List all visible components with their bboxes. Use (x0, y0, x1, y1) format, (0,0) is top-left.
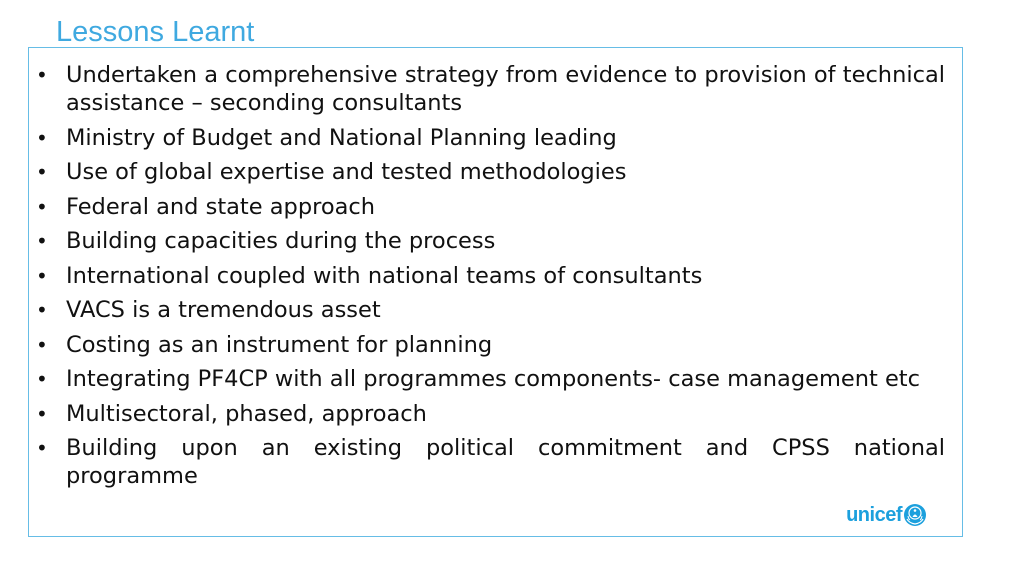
list-item (29, 124, 945, 152)
logo-text: unicef (846, 503, 902, 526)
list-item-text: Federal and state approach (66, 193, 376, 220)
bullet-icon: • (36, 332, 48, 357)
list-item (29, 61, 945, 117)
bullet-icon: • (36, 263, 48, 288)
bullet-list (29, 61, 945, 497)
bullet-icon: • (36, 298, 48, 322)
list-item-text: Building capacities during the process (66, 228, 496, 254)
bullet-icon: • (36, 125, 48, 150)
list-item-text: Ministry of Budget and National Planning leading (66, 124, 617, 151)
list-item-text: Building upon an existing political commitment and CPSS national programme (66, 435, 945, 489)
list-item-text: Undertaken a comprehensive strategy from evidence to provision of technical assistance – seconding consultants (66, 62, 945, 116)
list-item-text: Integrating PF4CP with all programmes components- case management etc (66, 366, 920, 392)
list-item (29, 227, 945, 255)
bullet-icon: • (36, 401, 48, 426)
bullet-icon: • (36, 229, 48, 253)
content-box (28, 47, 963, 537)
slide-title: Lessons Learnt (56, 16, 255, 48)
unicef-emblem-icon (903, 503, 927, 527)
bullet-icon: • (36, 436, 48, 460)
bullet-icon: • (36, 160, 48, 184)
list-item-text: Use of global expertise and tested methodologies (66, 159, 627, 185)
list-item (29, 158, 945, 186)
list-item-text: VACS is a tremendous asset (66, 297, 381, 323)
unicef-logo (846, 503, 927, 527)
list-item (29, 365, 945, 393)
list-item-text: International coupled with national teams of consultants (66, 262, 703, 289)
list-item (29, 400, 945, 428)
list-item-text: Costing as an instrument for planning (66, 331, 493, 358)
bullet-icon: • (36, 194, 48, 219)
list-item-text: Multisectoral, phased, approach (66, 400, 427, 427)
list-item (29, 331, 945, 359)
bullet-icon: • (36, 367, 48, 391)
bullet-icon: • (36, 63, 48, 87)
list-item (29, 296, 945, 324)
list-item (29, 193, 945, 221)
list-item (29, 434, 945, 490)
list-item (29, 262, 945, 290)
